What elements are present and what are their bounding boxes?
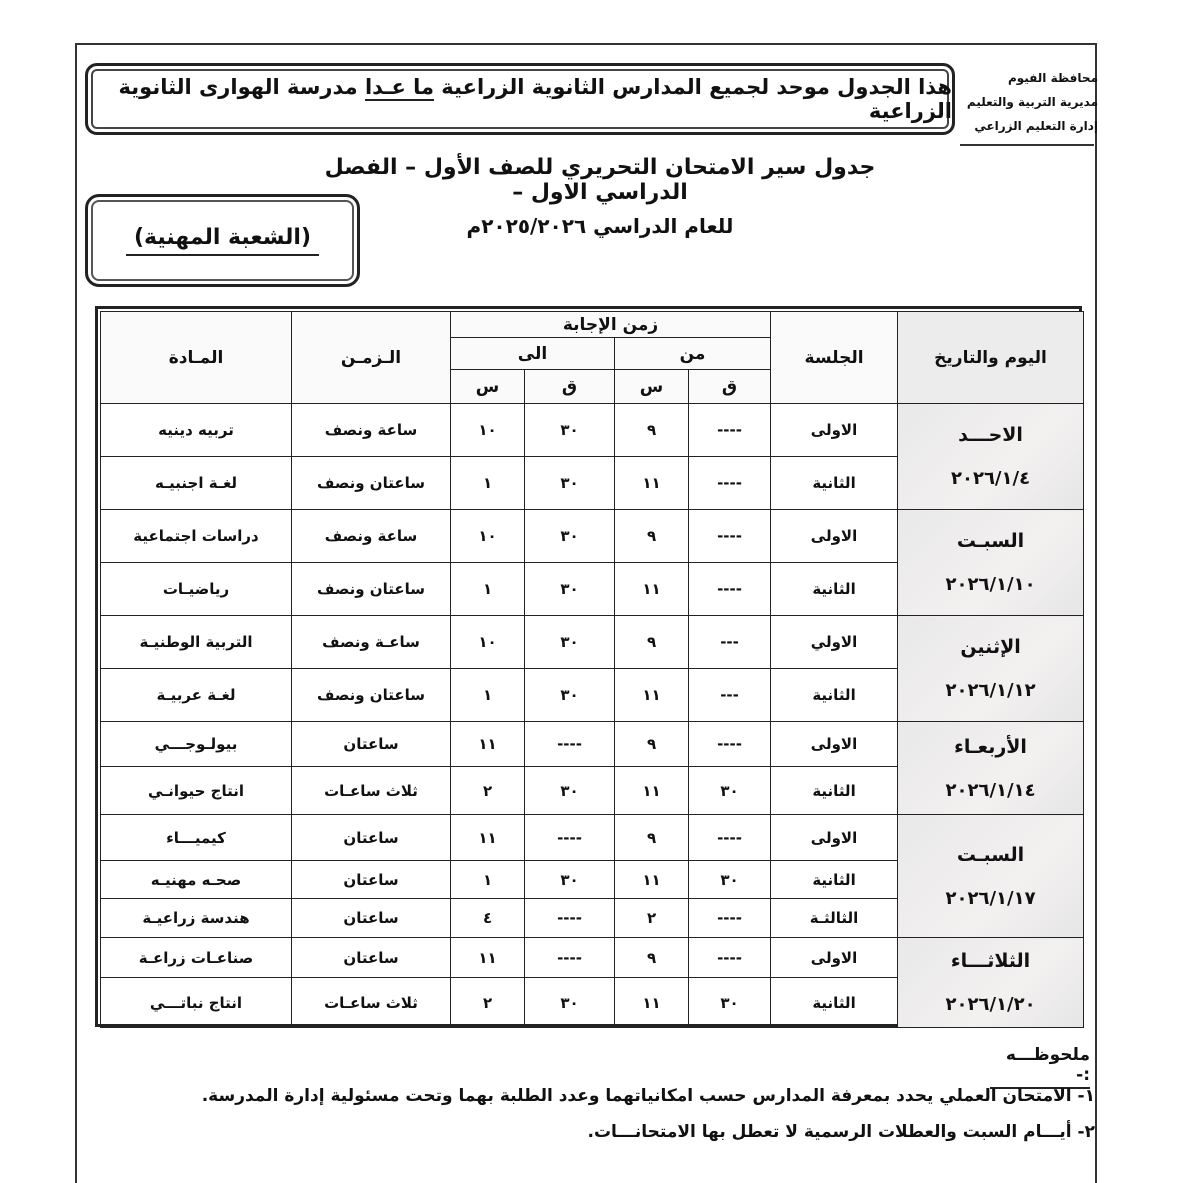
day-date-cell [898,404,1084,510]
session-cell: الثالثـة [771,899,898,938]
to-minutes-cell: ٣٠ [525,978,615,1028]
subject-cell: صحـه مهنيـه [101,861,292,899]
subject-cell: بيولـوجـــي [101,722,292,767]
from-minutes-cell: ---- [689,722,771,767]
to-minutes-cell: ٣٠ [525,510,615,563]
from-minutes-cell: ---- [689,510,771,563]
day-name: الأربعـاء [954,735,1027,758]
from-hours-cell: ١١ [615,978,689,1028]
from-hours-cell: ٩ [615,815,689,861]
from-minutes-cell: ---- [689,404,771,457]
to-minutes-cell: ٣٠ [525,404,615,457]
duration-cell: ساعة ونصف [292,404,451,457]
header-from: من [615,338,771,370]
session-cell: الاولى [771,722,898,767]
table-row [101,510,1084,563]
duration-cell: ساعتان [292,899,451,938]
academic-year: للعام الدراسي ٢٠٢٥/٢٠٢٦م [466,214,734,238]
day-date-cell [898,616,1084,722]
to-minutes-cell: ٣٠ [525,861,615,899]
from-hours-cell: ٩ [615,616,689,669]
exam-date: ٢٠٢٦/١/١٠ [945,574,1036,595]
to-hours-cell: ١١ [451,938,525,978]
document-title: جدول سير الامتحان التحريري للصف الأول – الفصل الدراسي الاول – [324,155,876,205]
table-row [101,722,1084,767]
to-hours-cell: ١٠ [451,616,525,669]
session-cell: الاولى [771,815,898,861]
from-hours-cell: ٩ [615,722,689,767]
exam-schedule-table-frame [95,306,1082,1027]
to-minutes-cell: ---- [525,899,615,938]
session-cell: الاولى [771,938,898,978]
subject-cell: رياضيـات [101,563,292,616]
subject-cell: انتاج نباتـــي [101,978,292,1028]
from-hours-cell: ١١ [615,767,689,815]
header-to-minutes: ق [525,370,615,404]
duration-cell: ساعتان [292,722,451,767]
session-cell: الاولي [771,616,898,669]
to-hours-cell: ١ [451,669,525,722]
day-name: السبـت [956,530,1025,552]
subject-cell: هندسة زراعيـة [101,899,292,938]
day-date-cell [898,722,1084,815]
governorate-label: محافظة الفيوم [1007,71,1098,85]
day-name: السبـت [956,843,1025,866]
from-minutes-cell: ---- [689,563,771,616]
organization-header [958,66,1098,138]
to-minutes-cell: ---- [525,815,615,861]
to-hours-cell: ٢ [451,767,525,815]
to-hours-cell: ١١ [451,722,525,767]
subject-cell: دراسات اجتماعية [101,510,292,563]
session-cell: الثانية [771,563,898,616]
session-cell: الثانية [771,457,898,510]
session-cell: الاولى [771,510,898,563]
exam-date: ٢٠٢٦/١/١٢ [945,680,1036,701]
header-duration: الـزمـن [292,312,451,404]
to-hours-cell: ١ [451,861,525,899]
session-cell: الثانية [771,861,898,899]
header-answer-time: زمن الإجابة [451,312,771,338]
subject-cell: كيميـــاء [101,815,292,861]
session-cell: الثانية [771,978,898,1028]
table-row [101,616,1084,669]
day-name: الثلاثـــاء [950,950,1031,972]
to-hours-cell: ٤ [451,899,525,938]
header-session: الجلسة [771,312,898,404]
header-from-minutes: ق [689,370,771,404]
from-hours-cell: ١١ [615,669,689,722]
day-date-cell [898,815,1084,938]
duration-cell: ساعتان [292,938,451,978]
from-minutes-cell: ---- [689,457,771,510]
exam-date: ٢٠٢٦/١/١٧ [945,887,1036,909]
table-row [101,815,1084,861]
duration-cell: ساعتان ونصف [292,563,451,616]
from-hours-cell: ١١ [615,457,689,510]
header-from-hours: س [615,370,689,404]
table-row [101,404,1084,457]
from-minutes-cell: ---- [689,938,771,978]
to-hours-cell: ١٠ [451,510,525,563]
from-hours-cell: ٢ [615,899,689,938]
from-hours-cell: ٩ [615,938,689,978]
day-name: الإثنين [960,636,1021,658]
duration-cell: ثلاث ساعـات [292,978,451,1028]
subject-cell: التربية الوطنيـة [101,616,292,669]
to-minutes-cell: ٣٠ [525,767,615,815]
header-divider [960,144,1094,146]
from-hours-cell: ١١ [615,861,689,899]
from-minutes-cell: ٣٠ [689,978,771,1028]
table-row [101,938,1084,978]
banner-text-end: مدرسة الهوارى الثانوية الزراعية [118,75,952,123]
from-hours-cell: ١١ [615,563,689,616]
to-minutes-cell: ٣٠ [525,457,615,510]
subject-cell: لغـة عربيـة [101,669,292,722]
branch-box [85,194,360,287]
administration-label: إدارة التعليم الزراعي [974,119,1098,133]
to-minutes-cell: ---- [525,938,615,978]
duration-cell: ساعتان ونصف [292,669,451,722]
subject-cell: انتاج حيوانـي [101,767,292,815]
from-minutes-cell: ---- [689,815,771,861]
day-date-cell [898,510,1084,616]
header-subject: المـادة [101,312,292,404]
subject-cell: لغـة اجنبيـه [101,457,292,510]
duration-cell: ساعـة ونصف [292,616,451,669]
to-minutes-cell: ٣٠ [525,616,615,669]
duration-cell: ساعتان ونصف [292,457,451,510]
to-hours-cell: ١٠ [451,404,525,457]
exam-schedule-table [100,311,1084,1028]
directorate-label: مديرية التربية والتعليم [966,95,1098,109]
branch-label: (الشعبة المهنية) [126,225,319,256]
banner-text-underlined: ما عـدا [364,75,434,99]
to-hours-cell: ١١ [451,815,525,861]
header-day-date: اليوم والتاريخ [898,312,1084,404]
to-hours-cell: ٢ [451,978,525,1028]
schedule-body [101,404,1084,1028]
exam-date: ٢٠٢٦/١/١٤ [945,779,1036,801]
header-to: الى [451,338,615,370]
to-minutes-cell: ---- [525,722,615,767]
from-hours-cell: ٩ [615,510,689,563]
to-minutes-cell: ٣٠ [525,563,615,616]
from-minutes-cell: ٣٠ [689,767,771,815]
unified-schedule-banner [85,63,955,135]
from-minutes-cell: --- [689,616,771,669]
exam-date: ٢٠٢٦/١/٤ [950,468,1031,489]
day-date-cell [898,938,1084,1028]
session-cell: الثانية [771,767,898,815]
session-cell: الثانية [771,669,898,722]
note-item-1: ١- الامتحان العملي يحدد بمعرفة المدارس حسب امكانياتهما وعدد الطلبة بهما وتحت مسئولية إدارة المدرسة. [201,1086,1095,1106]
duration-cell: ساعتان [292,861,451,899]
duration-cell: ساعتان [292,815,451,861]
day-name: الاحـــد [958,424,1023,446]
subject-cell: تربيه دينيه [101,404,292,457]
subject-cell: صناعـات زراعـة [101,938,292,978]
to-minutes-cell: ٣٠ [525,669,615,722]
to-hours-cell: ١ [451,457,525,510]
header-to-hours: س [451,370,525,404]
note-item-2: ٢- أيـــام السبت والعطلات الرسمية لا تعطل بها الامتحانـــات. [587,1122,1095,1142]
from-hours-cell: ٩ [615,404,689,457]
from-minutes-cell: ---- [689,899,771,938]
exam-date: ٢٠٢٦/١/٢٠ [945,994,1036,1015]
from-minutes-cell: ٣٠ [689,861,771,899]
session-cell: الاولى [771,404,898,457]
banner-text-start: هذا الجدول موحد لجميع المدارس الثانوية الزراعية [434,75,952,99]
from-minutes-cell: --- [689,669,771,722]
duration-cell: ثلاث ساعـات [292,767,451,815]
notes-title: ملحوظـــه :- [990,1045,1090,1089]
duration-cell: ساعة ونصف [292,510,451,563]
to-hours-cell: ١ [451,563,525,616]
